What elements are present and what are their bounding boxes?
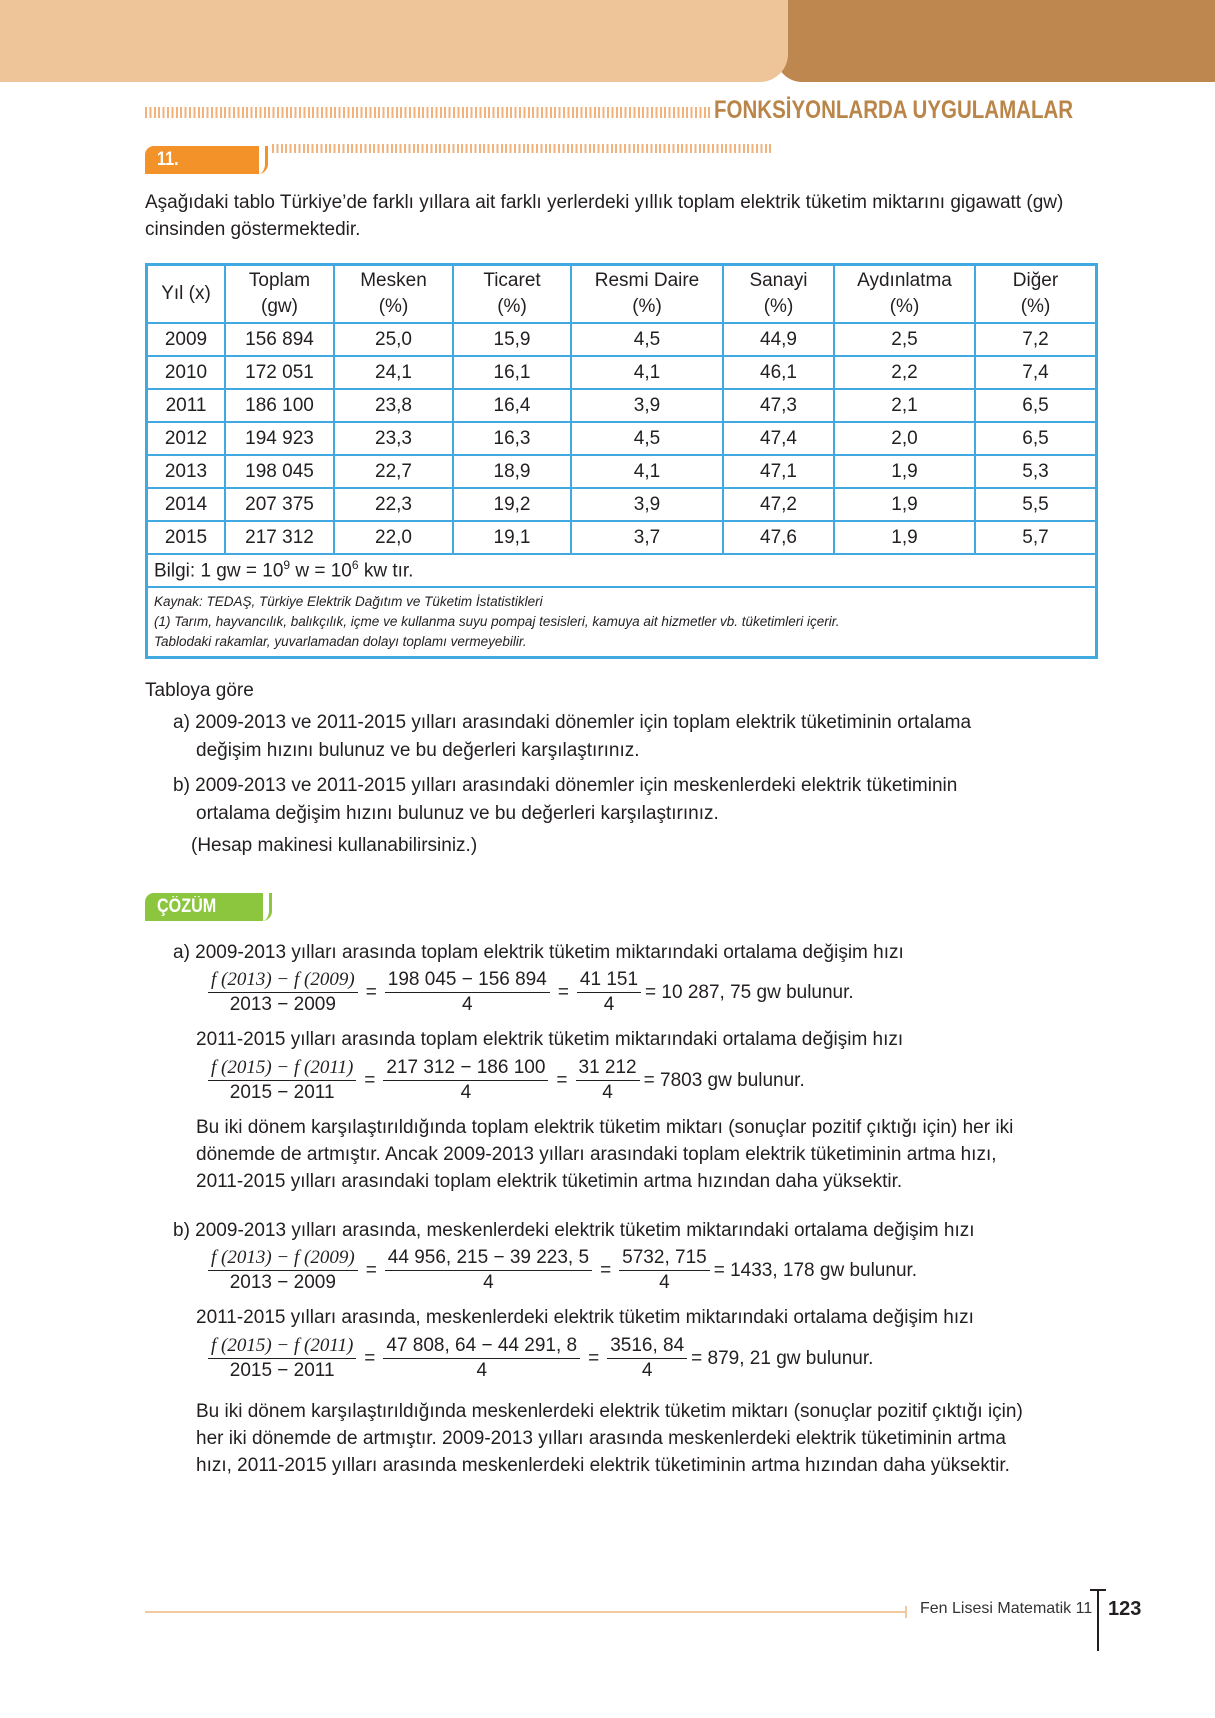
cell-resmi: 3,9 xyxy=(571,389,723,422)
cell-year: 2014 xyxy=(147,488,226,521)
header-diger: Diğer (%) xyxy=(975,265,1097,324)
cell-year: 2009 xyxy=(147,323,226,356)
table-row xyxy=(147,455,1097,488)
cell-year: 2015 xyxy=(147,521,226,554)
cell-ticaret: 16,4 xyxy=(453,389,571,422)
equation-b1: $\frac{f (2013) - f (2009)}{2013 - 2009}$ = $\frac{44 956, 215 - 39 223, 5}{4}$ = $\frac{5732, 715}{4}$ = 1433, 178 gw bulunur. xyxy=(204,1246,917,1295)
header-mesken: Mesken (%) xyxy=(334,265,453,324)
header-band-dark xyxy=(776,0,1215,82)
cell-year: 2013 xyxy=(147,455,226,488)
cell-total: 186 100 xyxy=(225,389,334,422)
cell-aydinlatma: 2,0 xyxy=(834,422,975,455)
question-a-line1: a) 2009-2013 ve 2011-2015 yılları arasındaki dönemler için toplam elektrik tüketiminin ortalama xyxy=(173,712,972,733)
cell-mesken: 23,8 xyxy=(334,389,453,422)
source-row xyxy=(147,587,1097,658)
badge-tail xyxy=(258,146,268,174)
equation-a2: $\frac{f (2015) - f (2011)}{2015 - 2011}$ = $\frac{217 312 - 186 100}{4}$ = $\frac{31 212}{4}$ = 7803 gw bulunur. xyxy=(204,1056,805,1105)
cell-year: 2011 xyxy=(147,389,226,422)
equation-a1: $\frac{f (2013) - f (2009)}{2013 - 2009}$ = $\frac{198 045 - 156 894}{4}$ = $\frac{41 151}{4}$ = 10 287, 75 gw bulunur. xyxy=(204,968,854,1017)
cell-aydinlatma: 2,1 xyxy=(834,389,975,422)
cell-sanayi: 47,2 xyxy=(723,488,834,521)
cell-diger: 7,2 xyxy=(975,323,1097,356)
solution-b-conclusion-1: Bu iki dönem karşılaştırıldığında meskenlerdeki elektrik tüketim miktarı (sonuçlar pozitif çıktığı için) xyxy=(196,1401,1023,1422)
solution-b-conclusion-3: hızı, 2011-2015 yılları arasında meskenlerdeki elektrik tüketiminin artma hızından daha yüksektir. xyxy=(196,1455,1010,1476)
cell-aydinlatma: 1,9 xyxy=(834,521,975,554)
cell-resmi: 4,5 xyxy=(571,422,723,455)
solution-b-intro2: 2011-2015 yılları arasında, meskenlerdeki elektrik tüketim miktarındaki ortalama değişim hızı xyxy=(196,1307,974,1328)
solution-badge-label: ÇÖZÜM xyxy=(157,896,217,917)
header-band-light xyxy=(0,0,758,82)
cell-total: 194 923 xyxy=(225,422,334,455)
cell-resmi: 4,1 xyxy=(571,356,723,389)
header-resmi-daire: Resmi Daire (%) xyxy=(571,265,723,324)
cell-mesken: 23,3 xyxy=(334,422,453,455)
cell-resmi: 4,1 xyxy=(571,455,723,488)
unit-info: Bilgi: 1 gw = $10^9$ $w = 10^6$ kw tır. xyxy=(147,554,1097,587)
header-year: Yıl (x) xyxy=(147,265,226,324)
solution-a-conclusion-1: Bu iki dönem karşılaştırıldığında toplam elektrik tüketim miktarı (sonuçlar pozitif çıktığı için) her iki xyxy=(196,1117,1014,1138)
cell-total: 198 045 xyxy=(225,455,334,488)
cell-ticaret: 18,9 xyxy=(453,455,571,488)
cell-sanayi: 47,4 xyxy=(723,422,834,455)
solution-b-intro: b) 2009-2013 yılları arasında, meskenlerdeki elektrik tüketim miktarındaki ortalama değişim hızı xyxy=(173,1220,975,1241)
example-badge-label: 11. ÖRNEK xyxy=(157,149,216,198)
footer-rule-tick xyxy=(905,1606,907,1618)
cell-aydinlatma: 2,2 xyxy=(834,356,975,389)
solution-a-intro: a) 2009-2013 yılları arasında toplam elektrik tüketim miktarındaki ortalama değişim hızı xyxy=(173,942,904,963)
header-aydinlatma: Aydınlatma (%) xyxy=(834,265,975,324)
source-line: (1) Tarım, hayvancılık, balıkçılık, içme ve kullanma suyu pompaj tesisleri, kamuya ait hizmetler vb. tüketimleri içerir. xyxy=(154,614,840,629)
cell-ticaret: 16,3 xyxy=(453,422,571,455)
cell-aydinlatma: 2,5 xyxy=(834,323,975,356)
footer-divider xyxy=(1097,1589,1099,1651)
badge-tail xyxy=(262,893,272,921)
question-lead: Tabloya göre xyxy=(145,680,254,701)
cell-diger: 5,3 xyxy=(975,455,1097,488)
solution-a-conclusion-3: 2011-2015 yılları arasındaki toplam elektrik tüketimin artma hızından daha yüksektir. xyxy=(196,1171,903,1192)
intro-text: Aşağıdaki tablo Türkiye’de farklı yıllara ait farklı yerlerdeki yıllık toplam elektrik tüketim miktarını gigawatt (gw) cinsinden göstermektedir. xyxy=(145,192,1064,240)
consumption-table xyxy=(145,263,1098,659)
question-b-line2: ortalama değişim hızını bulunuz ve bu değerleri karşılaştırınız. xyxy=(196,803,719,824)
example-dash-line xyxy=(272,144,772,153)
footer-book-title: Fen Lisesi Matematik 11 xyxy=(920,1600,1093,1617)
cell-resmi: 4,5 xyxy=(571,323,723,356)
solution-a-conclusion-2: dönemde de artmıştır. Ancak 2009-2013 yılları arasındaki toplam elektrik tüketiminin artma hızı, xyxy=(196,1144,997,1165)
cell-mesken: 22,0 xyxy=(334,521,453,554)
cell-sanayi: 47,6 xyxy=(723,521,834,554)
cell-total: 207 375 xyxy=(225,488,334,521)
source-line: Kaynak: TEDAŞ, Türkiye Elektrik Dağıtım ve Tüketim İstatistikleri xyxy=(154,594,543,609)
equation-b2: $\frac{f (2015) - f (2011)}{2015 - 2011}$ = $\frac{47 808, 64 - 44 291, 8}{4}$ = $\frac{3516, 84}{4}$ = 879, 21 gw bulunur. xyxy=(204,1334,873,1383)
cell-diger: 5,5 xyxy=(975,488,1097,521)
cell-sanayi: 47,3 xyxy=(723,389,834,422)
table-row xyxy=(147,389,1097,422)
question-note: (Hesap makinesi kullanabilirsiniz.) xyxy=(191,835,478,856)
cell-ticaret: 19,2 xyxy=(453,488,571,521)
cell-ticaret: 19,1 xyxy=(453,521,571,554)
cell-resmi: 3,9 xyxy=(571,488,723,521)
cell-mesken: 24,1 xyxy=(334,356,453,389)
cell-year: 2012 xyxy=(147,422,226,455)
cell-diger: 6,5 xyxy=(975,389,1097,422)
cell-resmi: 3,7 xyxy=(571,521,723,554)
question-b-line1: b) 2009-2013 ve 2011-2015 yılları arasındaki dönemler için meskenlerdeki elektrik tüketiminin xyxy=(173,775,958,796)
header-ticaret: Ticaret (%) xyxy=(453,265,571,324)
solution-badge xyxy=(145,893,263,921)
page-number: 123 xyxy=(1108,1598,1142,1620)
solution-b-conclusion-2: her iki dönemde de artmıştır. 2009-2013 yılları arasında meskenlerdeki elektrik tüketiminin artma xyxy=(196,1428,1006,1449)
source-line: Tablodaki rakamlar, yuvarlamadan dolayı toplamı vermeyebilir. xyxy=(154,634,527,649)
table-row xyxy=(147,323,1097,356)
table-header-row xyxy=(147,265,1097,324)
header-sanayi: Sanayi (%) xyxy=(723,265,834,324)
footer-rule xyxy=(145,1611,905,1613)
cell-aydinlatma: 1,9 xyxy=(834,455,975,488)
cell-year: 2010 xyxy=(147,356,226,389)
source-notes xyxy=(147,587,1097,658)
cell-diger: 5,7 xyxy=(975,521,1097,554)
header-total: Toplam (gw) xyxy=(225,265,334,324)
cell-aydinlatma: 1,9 xyxy=(834,488,975,521)
cell-mesken: 22,7 xyxy=(334,455,453,488)
cell-mesken: 22,3 xyxy=(334,488,453,521)
example-badge xyxy=(145,146,259,198)
table-row xyxy=(147,356,1097,389)
question-a-line2: değişim hızını bulunuz ve bu değerleri karşılaştırınız. xyxy=(196,740,640,761)
cell-total: 217 312 xyxy=(225,521,334,554)
cell-ticaret: 16,1 xyxy=(453,356,571,389)
cell-total: 156 894 xyxy=(225,323,334,356)
header-dash-line xyxy=(145,107,711,118)
table-row xyxy=(147,422,1097,455)
cell-sanayi: 44,9 xyxy=(723,323,834,356)
cell-mesken: 25,0 xyxy=(334,323,453,356)
table-row xyxy=(147,488,1097,521)
table-row xyxy=(147,521,1097,554)
info-row xyxy=(147,554,1097,587)
cell-diger: 7,4 xyxy=(975,356,1097,389)
cell-sanayi: 47,1 xyxy=(723,455,834,488)
solution-a-intro2: 2011-2015 yılları arasında toplam elektrik tüketim miktarındaki ortalama değişim hızı xyxy=(196,1029,904,1050)
cell-ticaret: 15,9 xyxy=(453,323,571,356)
cell-total: 172 051 xyxy=(225,356,334,389)
cell-sanayi: 46,1 xyxy=(723,356,834,389)
cell-diger: 6,5 xyxy=(975,422,1097,455)
section-title: FONKSİYONLARDA UYGULAMALAR xyxy=(714,96,1074,124)
